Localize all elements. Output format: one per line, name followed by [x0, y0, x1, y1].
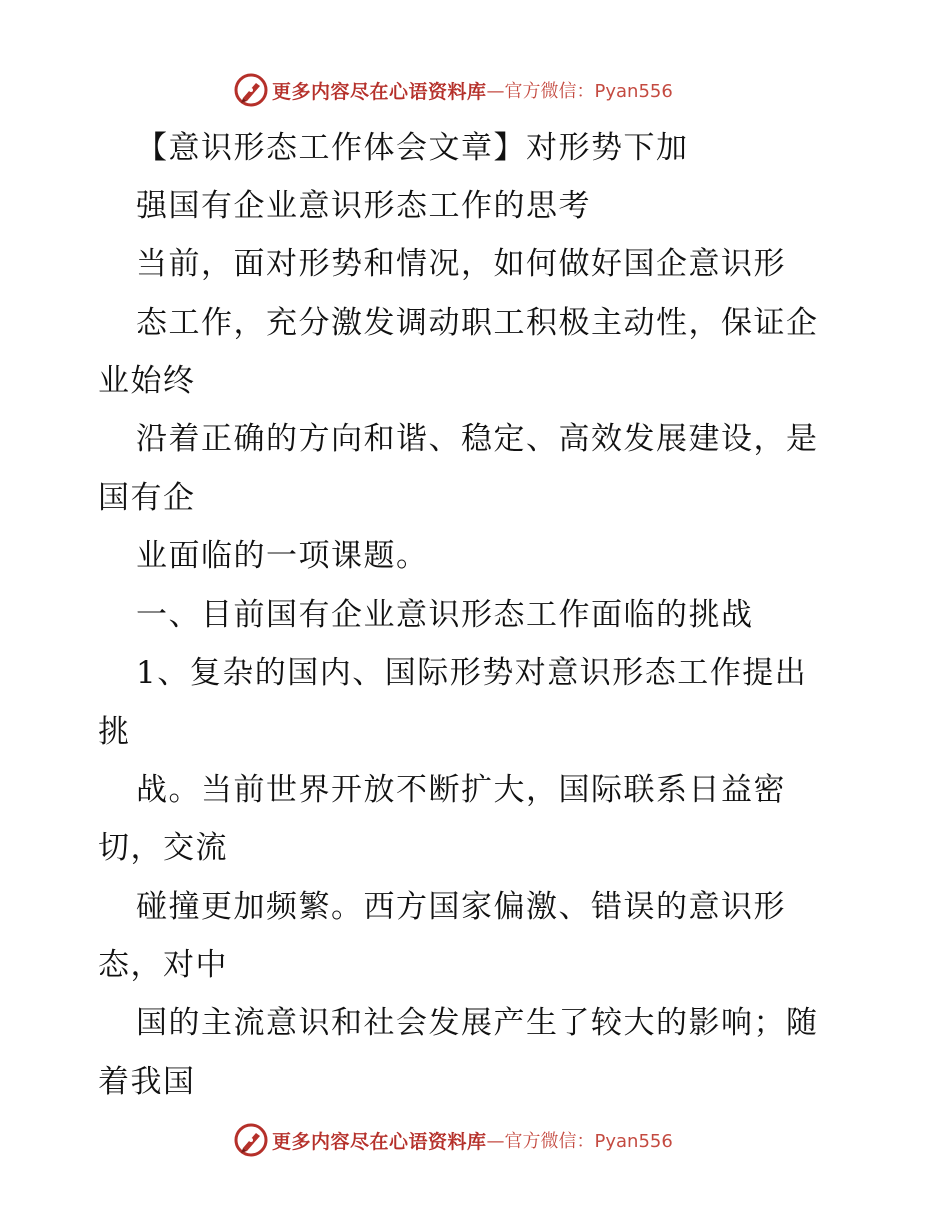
watermark-brand: 更多内容尽在心语资料库: [272, 1130, 487, 1153]
footer-watermark: [234, 1120, 673, 1160]
doc-line: 态，对中: [98, 947, 228, 983]
doc-title-line-2: 强国有企业意识形态工作的思考: [136, 188, 591, 224]
doc-line: 国有企: [98, 480, 196, 516]
watermark-contact: —官方微信：Pyan556: [486, 81, 673, 102]
doc-line: 碰撞更加频繁。西方国家偏激、错误的意识形: [136, 889, 786, 925]
doc-title-line-1: 【意识形态工作体会文章】对形势下加: [136, 130, 689, 166]
doc-line: 挑: [98, 714, 131, 750]
doc-line: 业面临的一项课题。: [136, 538, 429, 574]
doc-line: 态工作，充分激发调动职工积极主动性，保证企: [136, 305, 819, 341]
doc-section-heading: 一、目前国有企业意识形态工作面临的挑战: [136, 597, 754, 633]
doc-line: 着我国: [98, 1064, 196, 1100]
doc-line: 当前，面对形势和情况，如何做好国企意识形: [136, 246, 786, 282]
doc-line: 国的主流意识和社会发展产生了较大的影响；随: [136, 1005, 819, 1041]
watermark-brand: 更多内容尽在心语资料库: [272, 80, 487, 103]
pen-logo-icon: [234, 1123, 268, 1157]
watermark-contact: —官方微信：Pyan556: [486, 1131, 673, 1152]
doc-line: 业始终: [98, 363, 196, 399]
doc-line: 切，交流: [98, 830, 228, 866]
doc-line: 战。当前世界开放不断扩大，国际联系日益密: [136, 772, 786, 808]
doc-line: 沿着正确的方向和谐、稳定、高效发展建设，是: [136, 421, 819, 457]
doc-subheading: 1、复杂的国内、国际形势对意识形态工作提出: [136, 655, 808, 691]
